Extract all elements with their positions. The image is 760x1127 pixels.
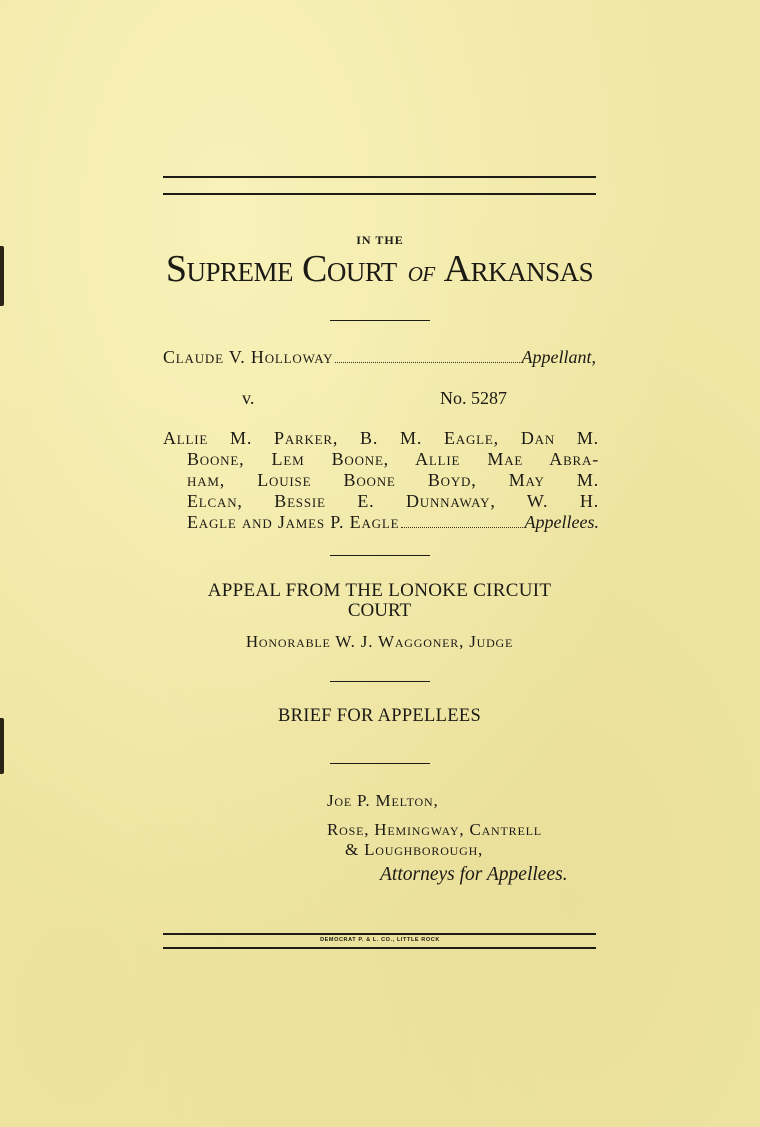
court-title-of: of: [407, 255, 435, 288]
printer-imprint: DEMOCRAT P. & L. CO., LITTLE ROCK: [320, 937, 440, 943]
court-title: [163, 247, 596, 291]
bottom-rule: [163, 947, 596, 949]
court-title-part1: Supreme Court: [165, 248, 397, 290]
appellees-block: [163, 428, 599, 533]
leader-dots: [335, 362, 519, 363]
appellees-line: ham, Louise Boone Boyd, May M.: [187, 470, 599, 490]
appellant-role: Appellant,: [521, 347, 596, 367]
appellees-role: Appellees.: [524, 512, 599, 532]
divider: [330, 555, 430, 556]
attorney-firm-line-2: & Loughborough,: [345, 840, 484, 859]
appeal-line-1: APPEAL FROM THE LONOKE CIRCUIT: [207, 580, 552, 601]
versus: v.: [242, 388, 255, 408]
appellees-line: Allie M. Parker, B. M. Eagle, Dan M.: [163, 428, 599, 448]
appellees-last-line: [163, 512, 599, 533]
leader-dots: [401, 527, 522, 528]
binding-mark: [0, 246, 4, 306]
divider: [330, 763, 430, 764]
in-the-label: IN THE: [356, 233, 404, 247]
appellant-name: Claude V. Holloway: [163, 347, 334, 367]
appellees-line: Elcan, Bessie E. Dunnaway, W. H.: [187, 491, 599, 511]
binding-mark: [0, 718, 4, 774]
brief-title: BRIEF FOR APPELLEES: [277, 706, 482, 726]
top-rule: [163, 193, 596, 195]
judge-line: Honorable W. J. Waggoner, Judge: [245, 632, 514, 651]
attorney-firm-line-1: Rose, Hemingway, Cantrell: [327, 820, 542, 839]
appeal-line-2: COURT: [347, 600, 412, 621]
top-rule: [163, 176, 596, 178]
attorney-name: Joe P. Melton,: [327, 791, 439, 810]
appellees-line: Eagle and James P. Eagle: [187, 512, 400, 532]
appellant-row: [163, 347, 596, 368]
divider: [330, 320, 430, 321]
attorneys-role: Attorneys for Appellees.: [380, 864, 568, 885]
court-title-part2: Arkansas: [443, 248, 594, 290]
divider: [330, 681, 430, 682]
appellees-line: Boone, Lem Boone, Allie Mae Abra-: [187, 449, 599, 469]
bottom-rule: [163, 933, 596, 935]
case-number: No. 5287: [440, 388, 507, 408]
